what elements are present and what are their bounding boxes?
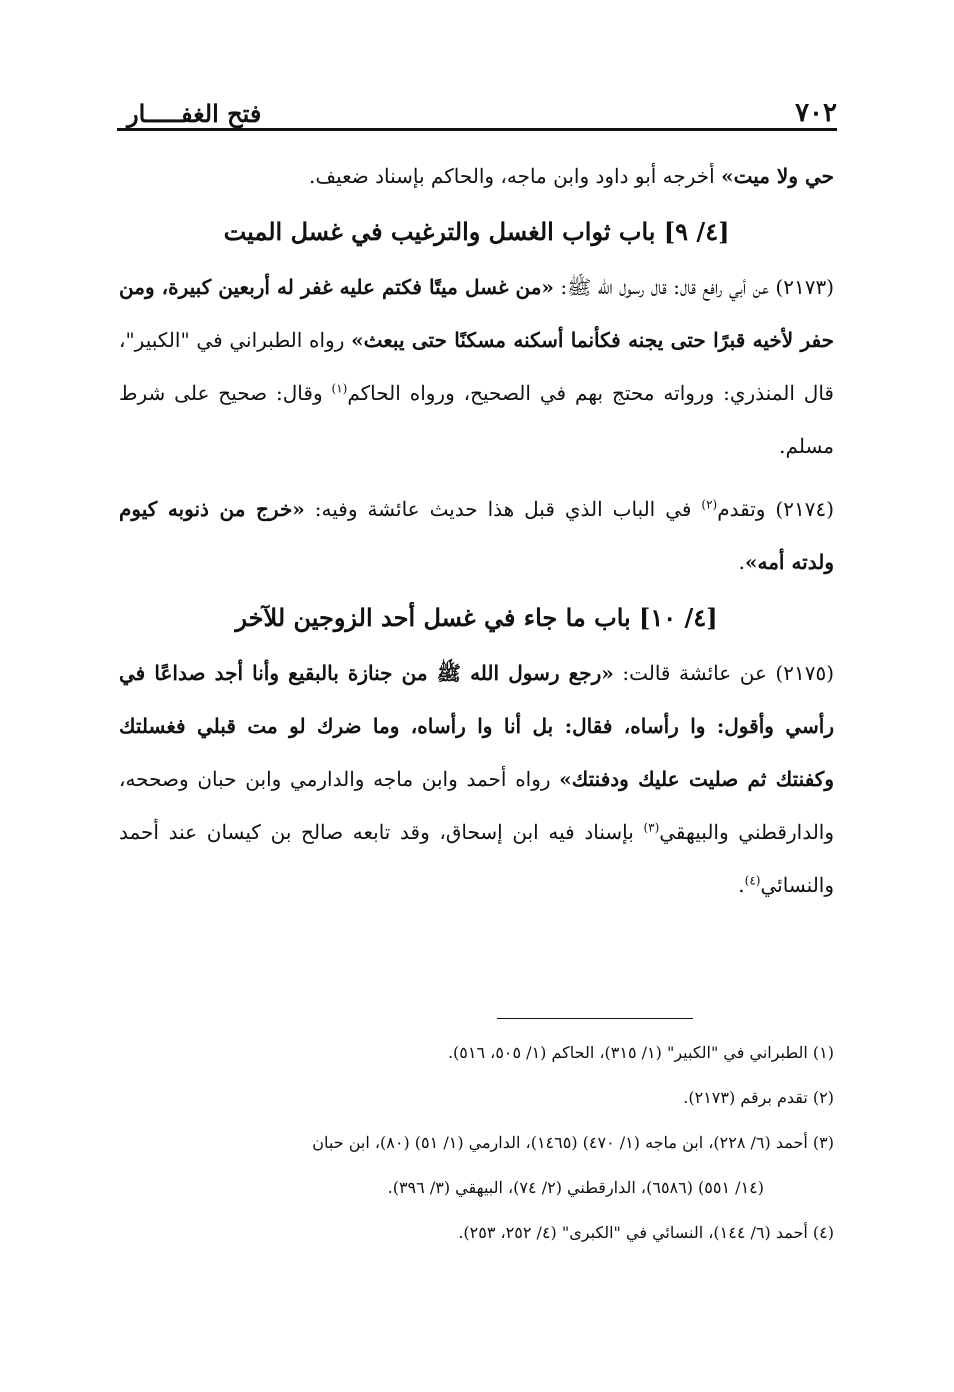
footnote-separator — [497, 1018, 693, 1019]
footnote-2: (٢) تقدم برقم (٢١٧٣). — [683, 1088, 834, 1107]
hadith-text: «خرج من ذنوبه كيوم ولدته أمه» — [119, 497, 834, 574]
footnote-1: (١) الطبراني في "الكبير" (١/ ٣١٥)، الحاكم (١/ ٥٠٥، ٥١٦). — [447, 1043, 834, 1062]
running-title: فتح الغفـــــار — [127, 99, 262, 128]
hadith-2174 — [119, 483, 834, 589]
commentary-text: وقال: صحيح على شرط مسلم. — [119, 381, 834, 458]
hadith-number: (٢١٧٣) — [775, 275, 834, 299]
main-text — [119, 150, 834, 912]
commentary-text: رواه أحمد وابن ماجه والدارمي وابن حبان وصححه، والدارقطني والبيهقي — [119, 767, 834, 844]
footnote-4: (٤) أحمد (٦/ ١٤٤)، النسائي في "الكبرى" (٤/ ٢٥٢، ٢٥٣). — [458, 1223, 834, 1242]
footnote-ref-1[interactable]: (١) — [331, 381, 348, 396]
footnote-3-continuation: (١٤/ ٥٥١) (٦٥٨٦)، الدارقطني (٢/ ٧٤)، البيهقي (٣/ ٣٩٦). — [387, 1178, 764, 1197]
end-mark: . — [738, 550, 745, 574]
page-header — [117, 88, 837, 128]
chapter-heading-10: [٤/ ١٠] باب ما جاء في غسل أحد الزوجين للآخر — [235, 603, 718, 632]
end-mark: . — [738, 873, 745, 897]
hadith-2173 — [119, 261, 834, 473]
hadith-text: «رجع رسول الله ﷺ من جنازة بالبقيع وأنا أجد صداعًا في رأسي وأقول: وا رأساه، فقال: بل أنا وا رأساه، وما ضرك لو مت قبلي فغسلتك وكفنتك ثم صليت عليك ودفنتك» — [119, 661, 834, 791]
chapter-heading-9: [٤/ ٩] باب ثواب الغسل والترغيب في غسل الميت — [223, 217, 730, 246]
commentary-text: رواه الطبراني في "الكبير"، قال المنذري: ورواته محتج بهم في الصحيح، ورواه الحاكم — [119, 328, 834, 405]
hadith-text: «من غسل ميتًا فكتم عليه غفر له أربعين كبيرة، ومن حفر لأخيه قبرًا حتى يجنه فكأنما أسكنه مسكنًا حتى يبعث» — [119, 275, 834, 352]
hadith-number: (٢١٧٥) — [775, 661, 835, 685]
commentary-text: أخرجه أبو داود وابن ماجه، والحاكم بإسناد ضعيف. — [309, 164, 722, 188]
hadith-number: (٢١٧٤) — [775, 497, 834, 521]
header-rule — [117, 128, 837, 131]
narrator-intro: وتقدم — [717, 497, 776, 521]
hadith-text: حي ولا ميت» — [721, 164, 834, 188]
commentary-text: بإسناد فيه ابن إسحاق، وقد تابعه صالح بن كيسان عند أحمد والنسائي — [119, 820, 834, 897]
narrator-intro: عن أبي رافع قال: قال رسول الله ﷺ: — [553, 275, 776, 299]
narrator-intro: عن عائشة قالت: — [613, 661, 776, 685]
footnotes — [119, 1030, 834, 1255]
footnote-ref-2[interactable]: (٢) — [701, 497, 718, 512]
commentary-text: في الباب الذي قبل هذا حديث عائشة وفيه: — [304, 497, 702, 521]
footnote-ref-3[interactable]: (٣) — [643, 820, 660, 835]
hadith-2175 — [119, 647, 834, 912]
paragraph-continuation — [119, 150, 834, 203]
footnote-ref-4[interactable]: (٤) — [744, 873, 761, 888]
footnote-3: (٣) أحمد (٦/ ٢٢٨)، ابن ماجه (١/ ٤٧٠) (١٤٦٥)، الدارمي (١/ ٥١) (٨٠)، ابن حبان — [312, 1133, 834, 1152]
page-number: ٧٠٢ — [795, 98, 837, 128]
